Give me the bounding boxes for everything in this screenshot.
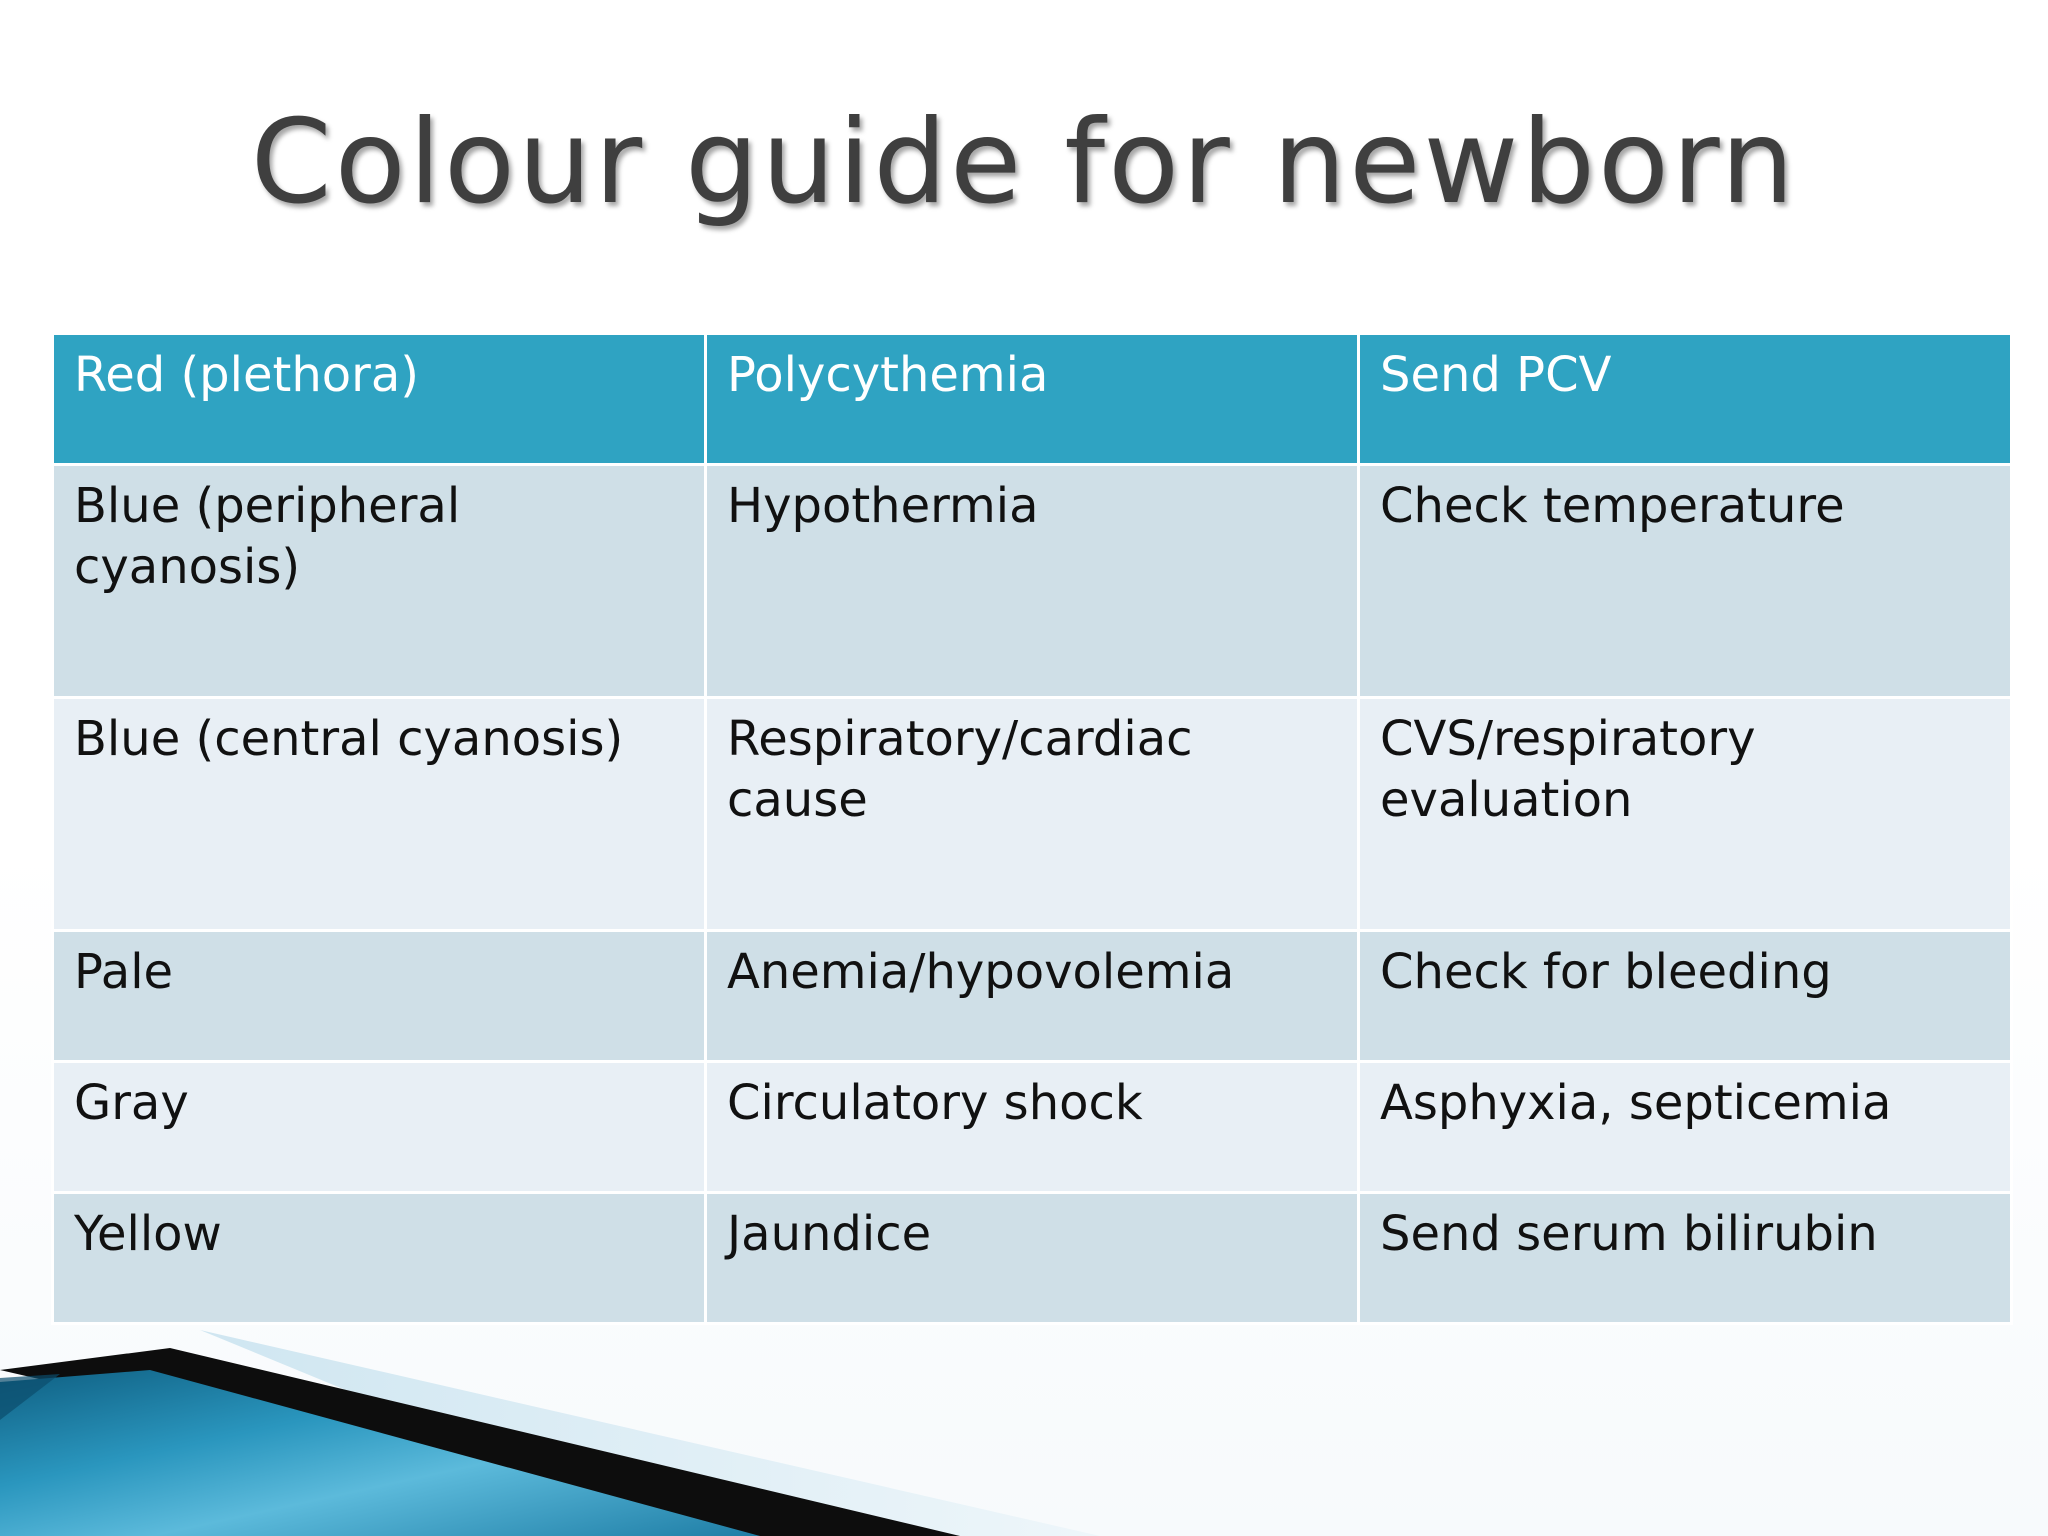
table-cell: Send PCV	[1359, 334, 2012, 465]
table-cell: Asphyxia, septicemia	[1359, 1062, 2012, 1193]
table-cell: Blue (peripheral cyanosis)	[53, 465, 706, 698]
table-cell: Circulatory shock	[706, 1062, 1359, 1193]
table-row	[53, 931, 2012, 1062]
table-cell: Jaundice	[706, 1193, 1359, 1324]
table-row	[53, 698, 2012, 931]
table-row	[53, 1062, 2012, 1193]
table-cell: Red (plethora)	[53, 334, 706, 465]
table-cell: Pale	[53, 931, 706, 1062]
table-row	[53, 1193, 2012, 1324]
colour-guide-table	[51, 332, 2013, 1325]
table-row	[53, 465, 2012, 698]
slide-title: Colour guide for newborn	[250, 95, 1798, 230]
table-cell: Anemia/hypovolemia	[706, 931, 1359, 1062]
table-cell: Yellow	[53, 1193, 706, 1324]
table-cell: CVS/respiratory evaluation	[1359, 698, 2012, 931]
table-cell: Gray	[53, 1062, 706, 1193]
pale-wedge	[200, 1330, 1100, 1536]
table-cell: Hypothermia	[706, 465, 1359, 698]
black-swoosh	[0, 1348, 960, 1536]
table-cell: Check temperature	[1359, 465, 2012, 698]
table-header-row	[53, 334, 2012, 465]
blue-swoosh	[0, 1370, 760, 1536]
table-cell: Blue (central cyanosis)	[53, 698, 706, 931]
table-cell: Respiratory/cardiac cause	[706, 698, 1359, 931]
table-cell: Polycythemia	[706, 334, 1359, 465]
corner-shade	[0, 1374, 60, 1420]
table-cell: Check for bleeding	[1359, 931, 2012, 1062]
table-cell: Send serum bilirubin	[1359, 1193, 2012, 1324]
